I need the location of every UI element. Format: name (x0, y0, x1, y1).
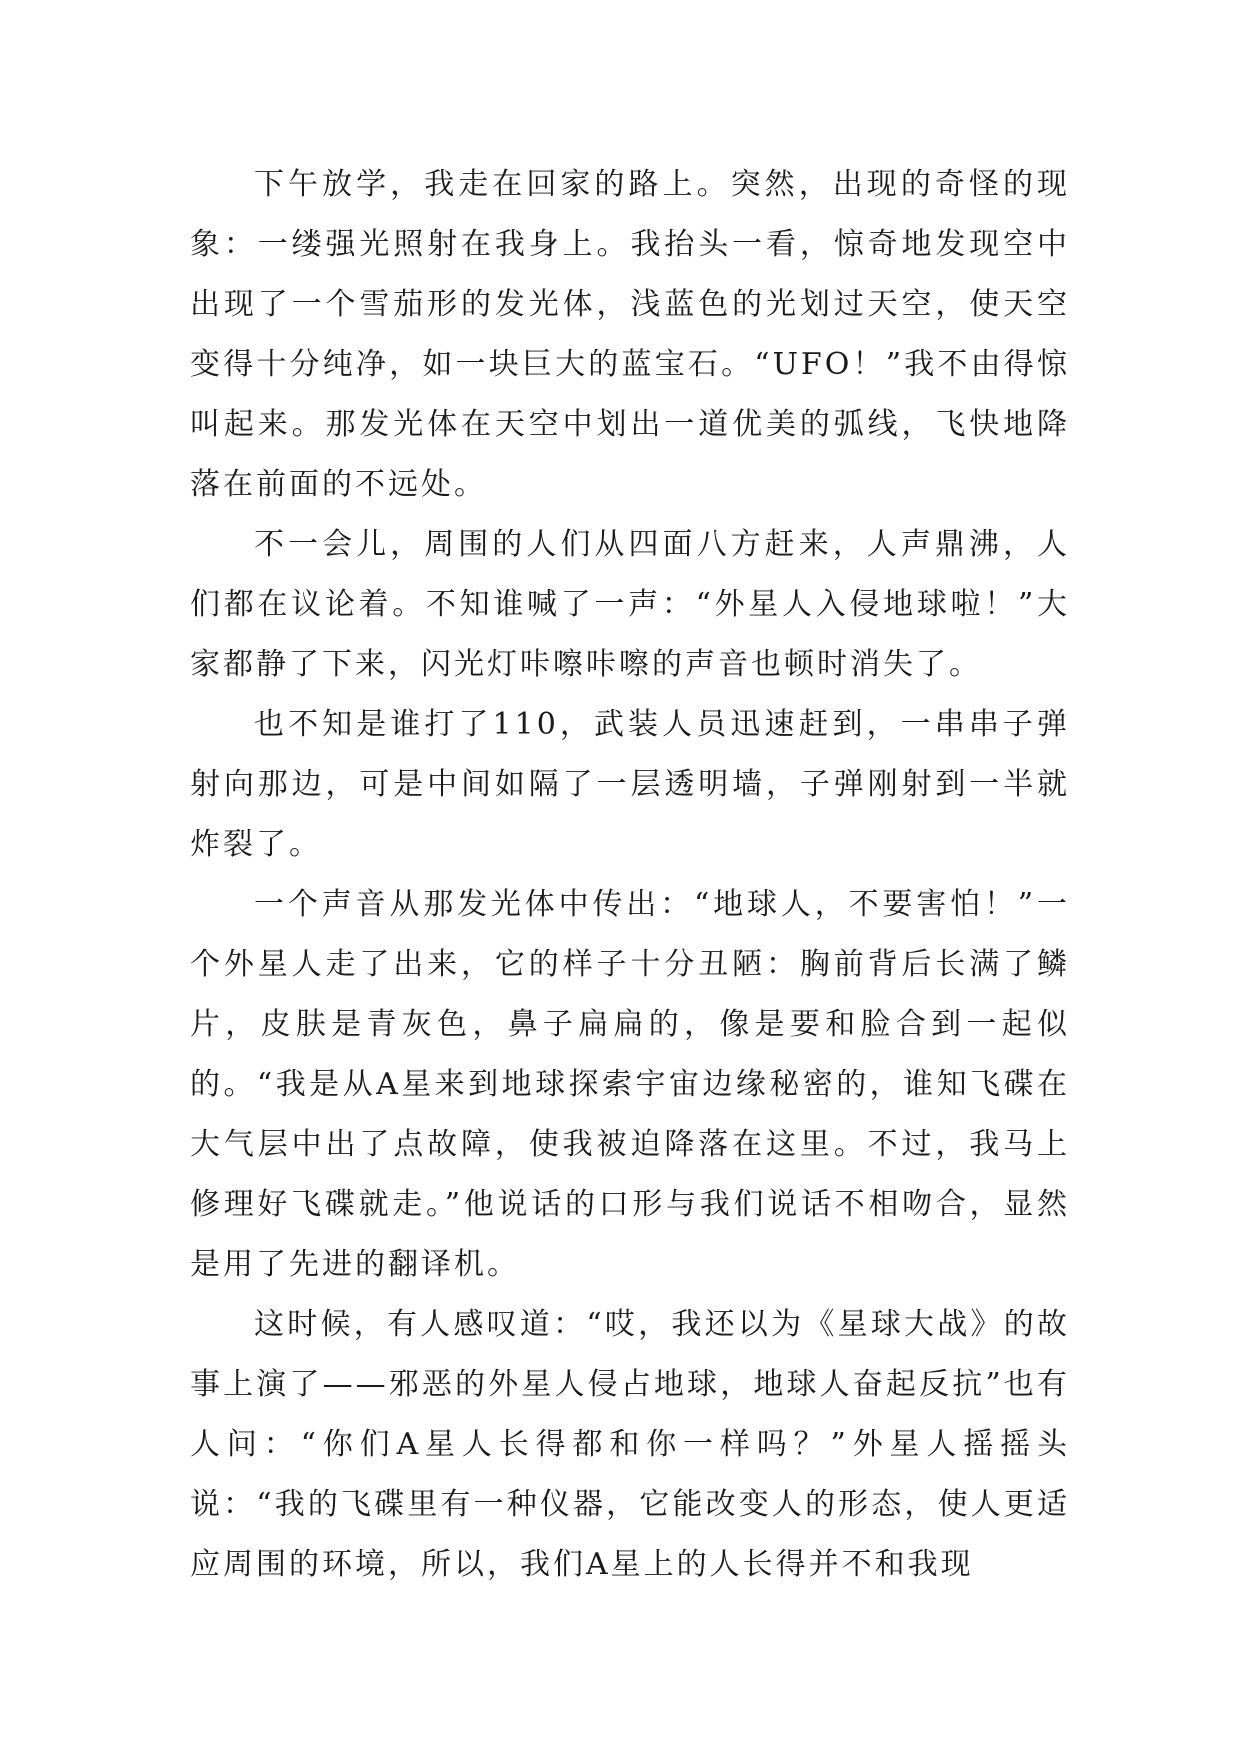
article-body (190, 155, 1070, 1595)
paragraph-2: 不一会儿，周围的人们从四面八方赶来，人声鼎沸，人们都在议论着。不知谁喊了一声：“外星人入侵地球啦！”大家都静了下来，闪光灯咔嚓咔嚓的声音也顿时消失了。 (190, 527, 1070, 682)
paragraph-5: 这时候，有人感叹道：“哎，我还以为《星球大战》的故事上演了——邪恶的外星人侵占地球，地球人奋起反抗”也有人问：“你们A星人长得都和你一样吗？”外星人摇摇头说：“我的飞碟里有一种仪器，它能改变人的形态，使人更适应周围的环境，所以，我们A星上的人长得并不和我现 (190, 1307, 1070, 1582)
paragraph-3: 也不知是谁打了110，武装人员迅速赶到，一串串子弹射向那边，可是中间如隔了一层透明墙，子弹刚射到一半就炸裂了。 (190, 707, 1070, 862)
paragraph-4: 一个声音从那发光体中传出：“地球人，不要害怕！”一个外星人走了出来，它的样子十分丑陋：胸前背后长满了鳞片，皮肤是青灰色，鼻子扁扁的，像是要和脸合到一起似的。“我是从A星来到地球探索宇宙边缘秘密的，谁知飞碟在大气层中出了点故障，使我被迫降落在这里。不过，我马上修理好飞碟就走。”他说话的口形与我们说话不相吻合，显然是用了先进的翻译机。 (190, 887, 1070, 1282)
paragraph-1: 下午放学，我走在回家的路上。突然，出现的奇怪的现象：一缕强光照射在我身上。我抬头一看，惊奇地发现空中出现了一个雪茄形的发光体，浅蓝色的光划过天空，使天空变得十分纯净，如一块巨大的蓝宝石。“UFO！”我不由得惊叫起来。那发光体在天空中划出一道优美的弧线，飞快地降落在前面的不远处。 (190, 167, 1070, 502)
